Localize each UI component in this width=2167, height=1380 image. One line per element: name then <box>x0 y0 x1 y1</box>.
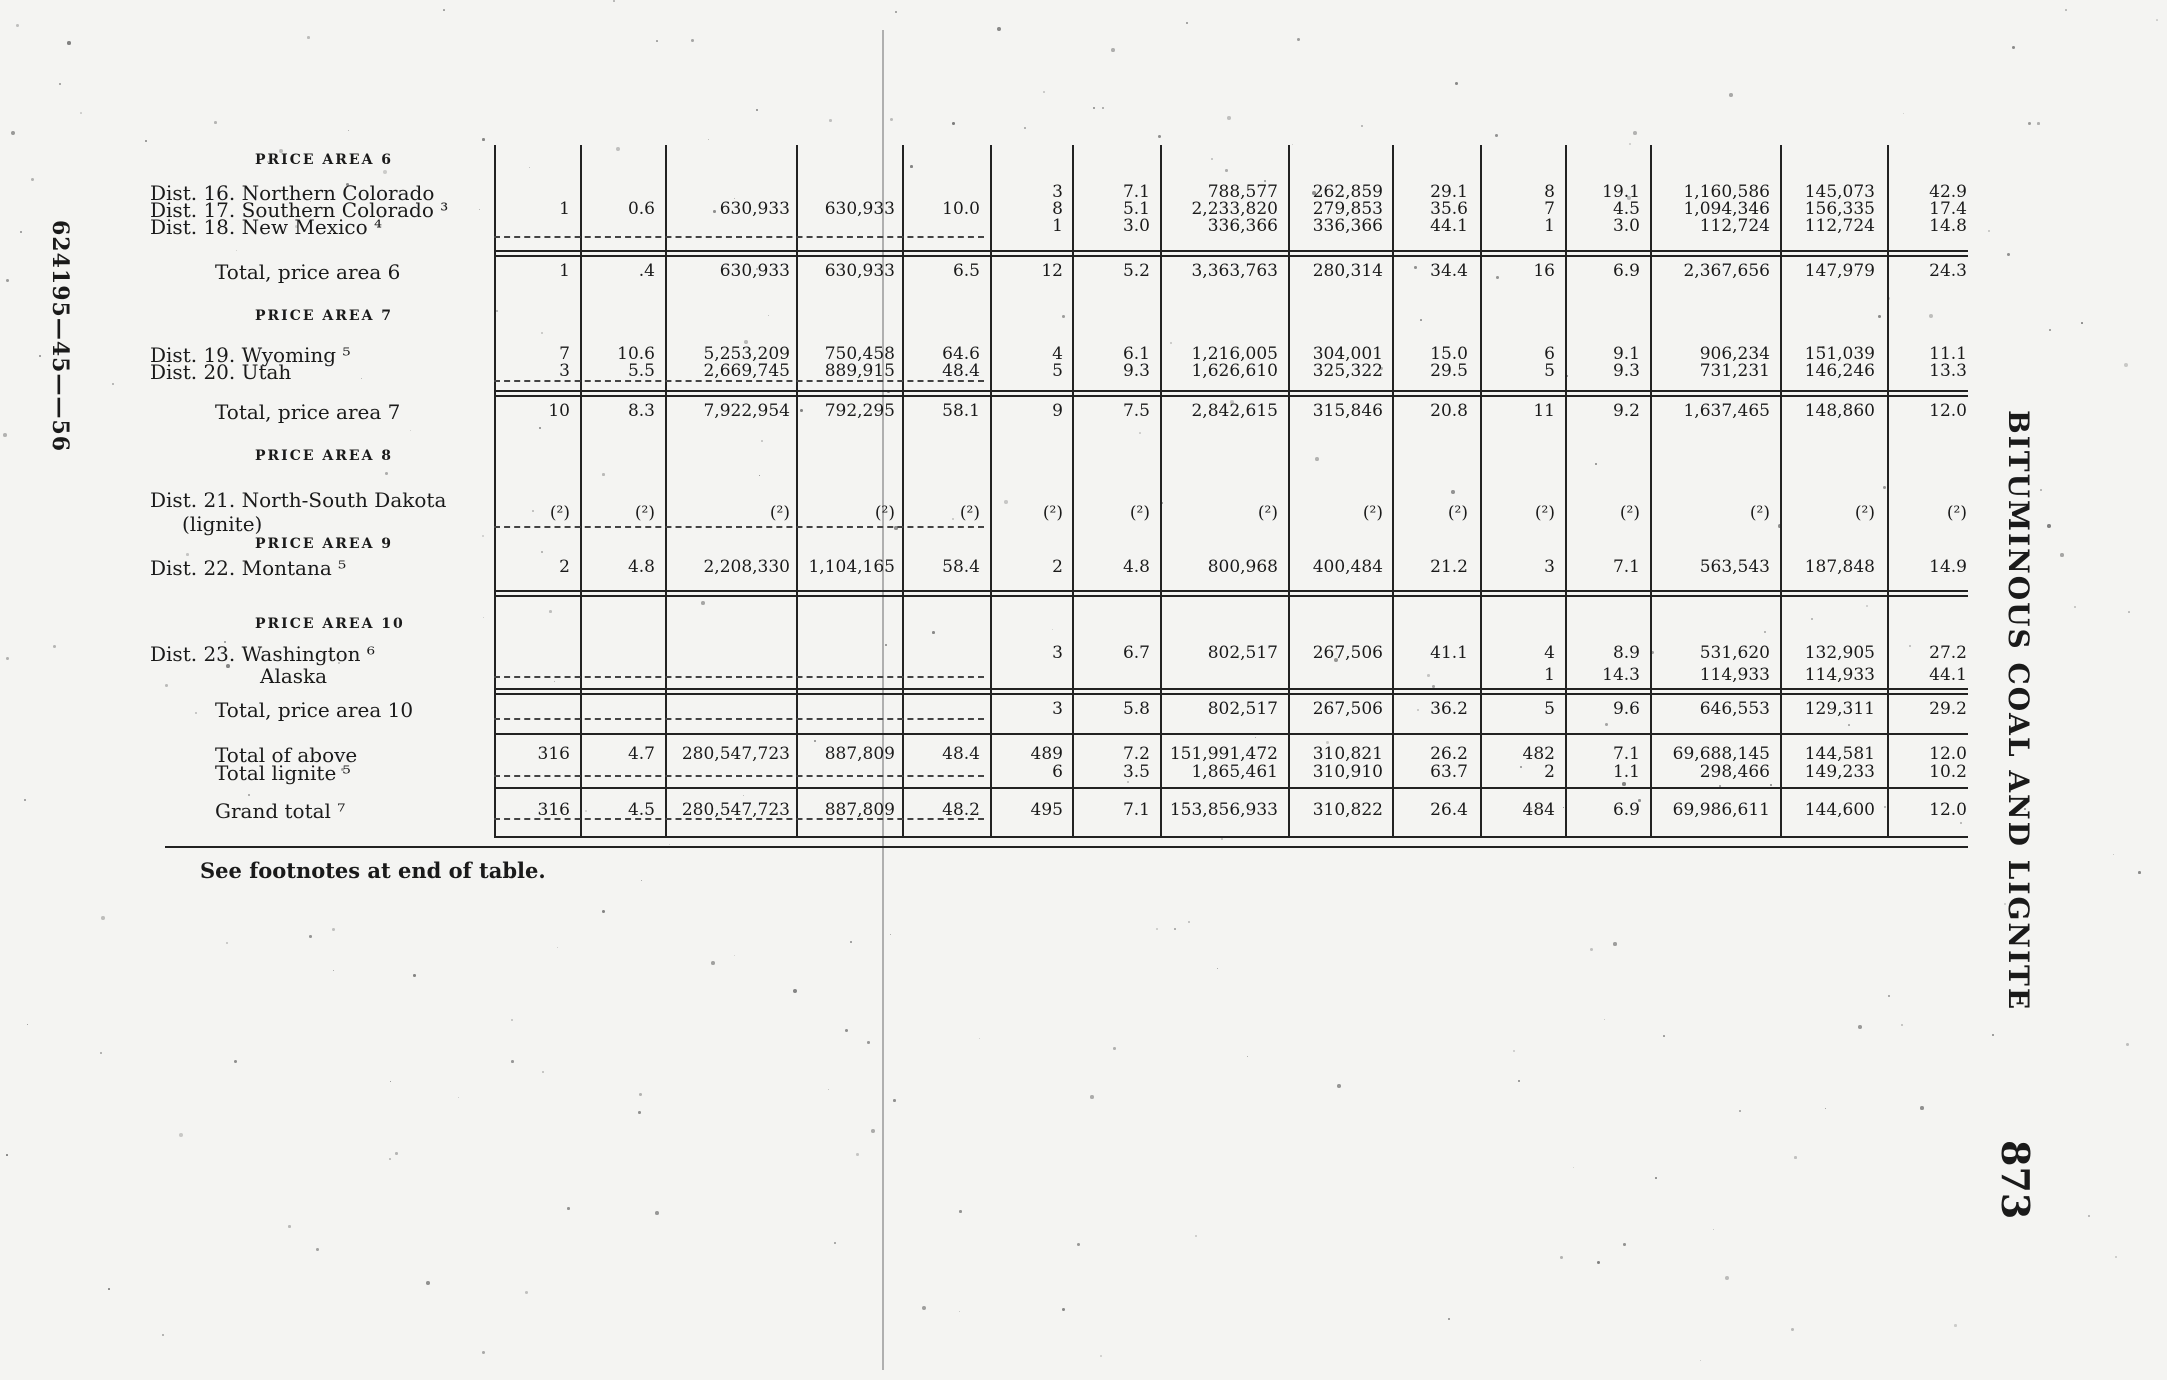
table-cell: 58.1 <box>942 401 980 421</box>
table-cell: 8 <box>1544 182 1555 202</box>
table-cell: 12.0 <box>1929 744 1967 764</box>
table-cell: 563,543 <box>1699 557 1770 577</box>
table-cell: 2 <box>1052 557 1063 577</box>
row-label-text: Total of above <box>215 743 358 767</box>
table-cell: 58.4 <box>942 557 980 577</box>
table-cell: 69,688,145 <box>1672 744 1770 764</box>
table-cell: 1,160,586 <box>1683 182 1770 202</box>
dashed-rule <box>494 236 984 238</box>
table-cell: 6 <box>1544 344 1555 364</box>
row-rule <box>494 255 1968 257</box>
table-cell: 906,234 <box>1699 344 1770 364</box>
row-label-text: Dist. 18. New Mexico ⁴ <box>150 215 383 239</box>
table-cell: 316 <box>537 744 570 764</box>
table-cell: 9 <box>1052 401 1063 421</box>
table-cell: 148,860 <box>1804 401 1875 421</box>
table-cell: 0.6 <box>627 199 655 219</box>
table-cell: 5.1 <box>1122 199 1150 219</box>
table-cell: 44.1 <box>1929 665 1967 685</box>
district-row-label <box>150 215 495 239</box>
table-cell: 482 <box>1522 744 1555 764</box>
table-cell: 7,922,954 <box>703 401 790 421</box>
table-cell: 42.9 <box>1929 182 1967 202</box>
table-cell: 7.1 <box>1122 182 1150 202</box>
row-label-text: Dist. 22. Montana ⁵ <box>150 556 347 580</box>
table-cell: 114,933 <box>1804 665 1875 685</box>
price-area-heading: PRICE AREA 8 <box>255 448 394 464</box>
table-cell: 27.2 <box>1929 643 1967 663</box>
table-cell: 7.1 <box>1122 800 1150 820</box>
price-area-heading: PRICE AREA 6 <box>255 152 394 168</box>
table-cell: 531,620 <box>1699 643 1770 663</box>
table-cell: 48.4 <box>942 361 980 381</box>
table-cell: 9.3 <box>1612 361 1640 381</box>
table-cell: 1 <box>559 261 570 281</box>
total-row-label <box>215 761 560 785</box>
table-cell: 11.1 <box>1929 344 1967 364</box>
table-cell: 29.1 <box>1430 182 1468 202</box>
table-cell: 10.6 <box>617 344 655 364</box>
table-cell: 132,905 <box>1804 643 1875 663</box>
table-cell: 1,637,465 <box>1683 401 1770 421</box>
table-cell: 6.1 <box>1122 344 1150 364</box>
table-cell: 5.5 <box>627 361 655 381</box>
table-cell: 8 <box>1052 199 1063 219</box>
table-cell: 10.2 <box>1929 762 1967 782</box>
table-cell: .4 <box>638 261 655 281</box>
margin-stamp: 624195—45——56 <box>47 220 73 453</box>
table-cell: 34.4 <box>1430 261 1468 281</box>
row-label-text: Dist. 16. Northern Colorado <box>150 181 435 205</box>
row-label-text: Total lignite ⁵ <box>215 761 351 785</box>
table-cell: 13.3 <box>1929 361 1967 381</box>
table-cell: 10 <box>548 401 570 421</box>
table-cell: 145,073 <box>1804 182 1875 202</box>
table-cell: 153,856,933 <box>1169 800 1278 820</box>
table-cell: 336,366 <box>1312 216 1383 236</box>
table-cell: (²) <box>1042 503 1063 523</box>
table-cell: (²) <box>1534 503 1555 523</box>
table-cell: 316 <box>537 800 570 820</box>
table-cell: 16 <box>1533 261 1555 281</box>
page-fold-line <box>882 30 884 1370</box>
row-label-text: Dist. 23. Washington ⁶ <box>150 642 375 666</box>
footnote-reference: See footnotes at end of table. <box>200 858 546 883</box>
row-rule <box>494 787 1968 789</box>
row-label-text: Total, price area 7 <box>215 400 401 424</box>
table-cell: 750,458 <box>824 344 895 364</box>
district-row-label <box>150 642 495 666</box>
table-cell: (²) <box>1854 503 1875 523</box>
table-cell: 1,094,346 <box>1683 199 1770 219</box>
table-cell: 5 <box>1544 361 1555 381</box>
table-cell: 2 <box>1544 762 1555 782</box>
table-cell: 646,553 <box>1699 699 1770 719</box>
table-cell: 8.3 <box>627 401 655 421</box>
table-cell: 9.2 <box>1612 401 1640 421</box>
row-label-text: Dist. 20. Utah <box>150 360 292 384</box>
table-cell: 1,216,005 <box>1191 344 1278 364</box>
table-cell: 889,915 <box>824 361 895 381</box>
table-cell: 792,295 <box>824 401 895 421</box>
dashed-rule <box>494 718 984 720</box>
table-cell: 630,933 <box>824 261 895 281</box>
table-cell: 3.0 <box>1612 216 1640 236</box>
table-cell: 3.5 <box>1122 762 1150 782</box>
table-cell: 147,979 <box>1804 261 1875 281</box>
table-cell: 3 <box>559 361 570 381</box>
table-cell: 2,233,820 <box>1191 199 1278 219</box>
table-cell: 112,724 <box>1699 216 1770 236</box>
price-area-heading: PRICE AREA 9 <box>255 536 394 552</box>
table-cell: 3 <box>1544 557 1555 577</box>
table-bottom-rule <box>165 846 1968 848</box>
table-cell: 800,968 <box>1207 557 1278 577</box>
row-rule <box>494 693 1968 695</box>
table-cell: 6.7 <box>1122 643 1150 663</box>
table-cell: 4.8 <box>1122 557 1150 577</box>
table-cell: 279,853 <box>1312 199 1383 219</box>
dashed-rule <box>494 775 984 777</box>
table-cell: 262,859 <box>1312 182 1383 202</box>
table-cell: (²) <box>769 503 790 523</box>
row-rule <box>494 733 1968 735</box>
table-cell: 20.8 <box>1430 401 1468 421</box>
table-cell: 5 <box>1052 361 1063 381</box>
table-cell: 146,246 <box>1804 361 1875 381</box>
row-label-text: Grand total ⁷ <box>215 799 346 823</box>
table-cell: 7.1 <box>1612 557 1640 577</box>
table-cell: 280,314 <box>1312 261 1383 281</box>
table-cell: 114,933 <box>1699 665 1770 685</box>
page-number: 873 <box>1993 1140 2038 1220</box>
row-label-text: Alaska <box>260 664 328 688</box>
row-label-text: Dist. 19. Wyoming ⁵ <box>150 343 351 367</box>
table-cell: 3 <box>1052 699 1063 719</box>
table-cell: 4 <box>1052 344 1063 364</box>
table-cell: 156,335 <box>1804 199 1875 219</box>
table-cell: 4.5 <box>1612 199 1640 219</box>
table-cell: 336,366 <box>1207 216 1278 236</box>
table-cell: 1.1 <box>1612 762 1640 782</box>
table-cell: 7.1 <box>1612 744 1640 764</box>
table-cell: 9.3 <box>1122 361 1150 381</box>
table-cell: 802,517 <box>1207 643 1278 663</box>
table-cell: 2,367,656 <box>1683 261 1770 281</box>
table-cell: 7 <box>559 344 570 364</box>
table-cell: (²) <box>1946 503 1967 523</box>
table-cell: 12.0 <box>1929 401 1967 421</box>
row-rule <box>494 390 1968 392</box>
table-cell: 887,809 <box>824 744 895 764</box>
row-rule <box>494 395 1968 397</box>
row-label-text: Total, price area 10 <box>215 698 414 722</box>
table-cell: 69,986,611 <box>1672 800 1770 820</box>
table-cell: 29.5 <box>1430 361 1468 381</box>
table-cell: 3 <box>1052 182 1063 202</box>
table-cell: 1,865,461 <box>1191 762 1278 782</box>
table-cell: 267,506 <box>1312 643 1383 663</box>
table-cell: 11 <box>1533 401 1555 421</box>
table-cell: 1,104,165 <box>808 557 895 577</box>
table-cell: 495 <box>1030 800 1063 820</box>
table-cell: 304,001 <box>1312 344 1383 364</box>
table-cell: 129,311 <box>1804 699 1875 719</box>
district-row-label <box>260 664 605 688</box>
table-cell: 280,547,723 <box>681 744 790 764</box>
table-cell: 802,517 <box>1207 699 1278 719</box>
table-cell: 1 <box>559 199 570 219</box>
table-cell: 325,322 <box>1312 361 1383 381</box>
table-cell: 630,933 <box>719 199 790 219</box>
table-cell: 26.4 <box>1430 800 1468 820</box>
table-cell: 149,233 <box>1804 762 1875 782</box>
table-cell: 731,231 <box>1699 361 1770 381</box>
table-cell: (²) <box>1257 503 1278 523</box>
table-cell: 9.6 <box>1612 699 1640 719</box>
table-cell: 6.9 <box>1612 800 1640 820</box>
table-cell: 14.8 <box>1929 216 1967 236</box>
table-cell: 112,724 <box>1804 216 1875 236</box>
table-cell: 48.2 <box>942 800 980 820</box>
table-cell: 310,910 <box>1312 762 1383 782</box>
table-cell: 41.1 <box>1430 643 1468 663</box>
table-cell: 144,600 <box>1804 800 1875 820</box>
row-label-text: Total, price area 6 <box>215 260 401 284</box>
table-cell: (²) <box>634 503 655 523</box>
table-cell: 14.9 <box>1929 557 1967 577</box>
table-cell: 12 <box>1041 261 1063 281</box>
table-cell: 151,991,472 <box>1169 744 1278 764</box>
dashed-rule <box>494 526 984 528</box>
table-cell: (²) <box>1362 503 1383 523</box>
price-area-heading: PRICE AREA 10 <box>255 616 405 632</box>
table-cell: 19.1 <box>1602 182 1640 202</box>
table-cell: 4.7 <box>627 744 655 764</box>
table-cell: 48.4 <box>942 744 980 764</box>
table-cell: 489 <box>1030 744 1063 764</box>
total-row-label <box>215 698 560 722</box>
table-cell: 5.8 <box>1122 699 1150 719</box>
table-cell: 64.6 <box>942 344 980 364</box>
table-cell: 10.0 <box>942 199 980 219</box>
table-cell: 29.2 <box>1929 699 1967 719</box>
table-cell: 187,848 <box>1804 557 1875 577</box>
table-cell: 2 <box>559 557 570 577</box>
table-cell: 267,506 <box>1312 699 1383 719</box>
table-cell: 484 <box>1522 800 1555 820</box>
table-cell: 310,822 <box>1312 800 1383 820</box>
table-cell: 887,809 <box>824 800 895 820</box>
table-cell: 44.1 <box>1430 216 1468 236</box>
table-cell: 2,208,330 <box>703 557 790 577</box>
table-cell: 3,363,763 <box>1191 261 1278 281</box>
table-cell: 8.9 <box>1612 643 1640 663</box>
table-cell: 9.1 <box>1612 344 1640 364</box>
row-label-text: Dist. 17. Southern Colorado ³ <box>150 198 449 222</box>
table-cell: 6 <box>1052 762 1063 782</box>
table-cell: 280,547,723 <box>681 800 790 820</box>
table-cell: 5.2 <box>1122 261 1150 281</box>
table-cell: 4.5 <box>627 800 655 820</box>
table-cell: 17.4 <box>1929 199 1967 219</box>
table-cell: 5 <box>1544 699 1555 719</box>
table-cell: 4.8 <box>627 557 655 577</box>
table-cell: (²) <box>959 503 980 523</box>
table-cell: 144,581 <box>1804 744 1875 764</box>
table-cell: 298,466 <box>1699 762 1770 782</box>
table-cell: 1 <box>1052 216 1063 236</box>
table-cell: 63.7 <box>1430 762 1468 782</box>
table-cell: 14.3 <box>1602 665 1640 685</box>
table-cell: 315,846 <box>1312 401 1383 421</box>
table-cell: (²) <box>1129 503 1150 523</box>
table-cell: 3 <box>1052 643 1063 663</box>
table-cell: 788,577 <box>1207 182 1278 202</box>
table-cell: 630,933 <box>719 261 790 281</box>
table-cell: 7.2 <box>1122 744 1150 764</box>
row-rule <box>494 836 1968 838</box>
row-rule <box>494 250 1968 252</box>
table-cell: 2,669,745 <box>703 361 790 381</box>
table-cell: 21.2 <box>1430 557 1468 577</box>
table-cell: 24.3 <box>1929 261 1967 281</box>
table-cell: 1 <box>1544 665 1555 685</box>
row-label-continuation: (lignite) <box>182 512 263 536</box>
table-cell: 6.5 <box>952 261 980 281</box>
row-rule <box>494 590 1968 592</box>
table-cell: 310,821 <box>1312 744 1383 764</box>
table-cell: 36.2 <box>1430 699 1468 719</box>
table-cell: 15.0 <box>1430 344 1468 364</box>
table-cell: 400,484 <box>1312 557 1383 577</box>
table-cell: 4 <box>1544 643 1555 663</box>
table-cell: (²) <box>1749 503 1770 523</box>
table-cell: 151,039 <box>1804 344 1875 364</box>
table-cell: 630,933 <box>824 199 895 219</box>
running-head: BITUMINOUS COAL AND LIGNITE <box>2002 410 2035 1012</box>
table-cell: 7.5 <box>1122 401 1150 421</box>
row-rule <box>494 688 1968 690</box>
table-cell: (²) <box>549 503 570 523</box>
table-cell: 2,842,615 <box>1191 401 1278 421</box>
price-area-heading: PRICE AREA 7 <box>255 308 394 324</box>
table-cell: 35.6 <box>1430 199 1468 219</box>
table-cell: (²) <box>874 503 895 523</box>
table-cell: 1,626,610 <box>1191 361 1278 381</box>
table-cell: (²) <box>1447 503 1468 523</box>
row-rule <box>494 595 1968 597</box>
table-cell: 3.0 <box>1122 216 1150 236</box>
table-cell: (²) <box>1619 503 1640 523</box>
table-cell: 1 <box>1544 216 1555 236</box>
table-cell: 7 <box>1544 199 1555 219</box>
table-cell: 12.0 <box>1929 800 1967 820</box>
table-cell: 5,253,209 <box>703 344 790 364</box>
table-cell: 26.2 <box>1430 744 1468 764</box>
table-cell: 6.9 <box>1612 261 1640 281</box>
row-label-text: Dist. 21. North-South Dakota <box>150 488 447 512</box>
